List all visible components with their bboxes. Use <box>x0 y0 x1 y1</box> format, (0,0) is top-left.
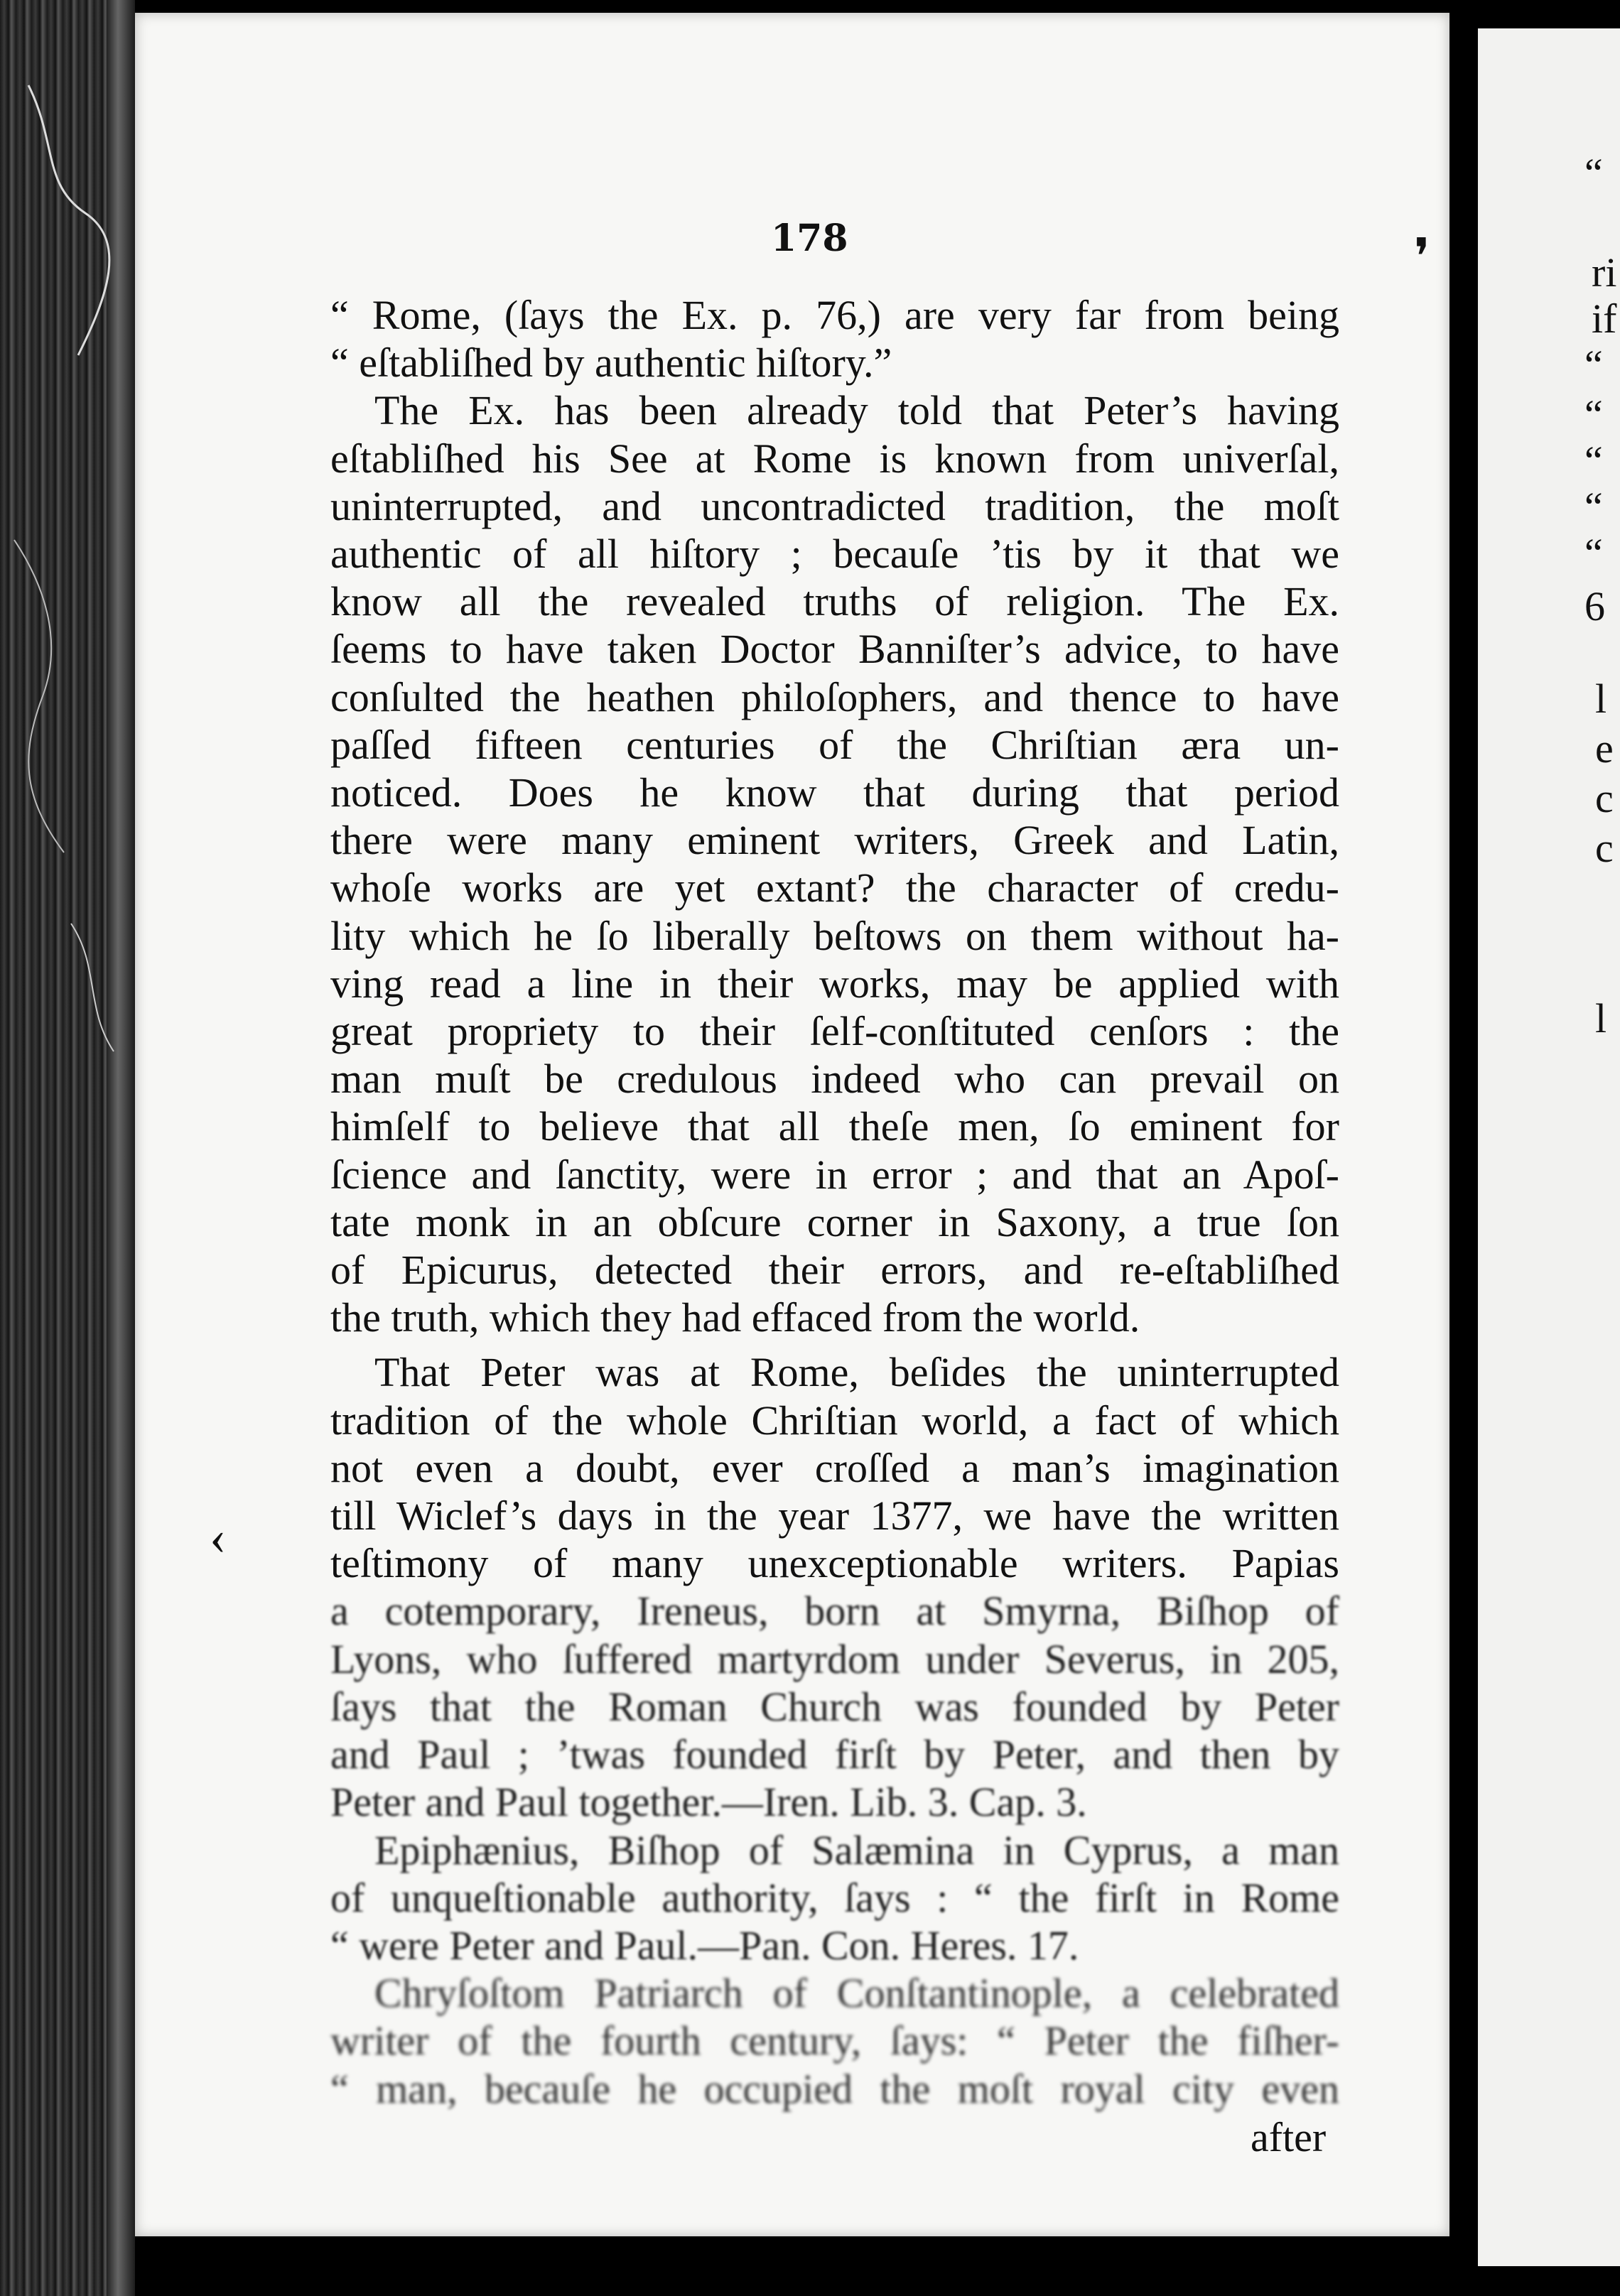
text-line: “ eſtabliſhed by authentic hiſtory.” <box>330 340 892 386</box>
catchword: after <box>1251 2114 1327 2160</box>
next-page-fragment: c <box>1595 775 1614 821</box>
text-line: know all the revealed truths of religion. The Ex. <box>330 578 1339 625</box>
text-line: a cotemporary, Ireneus, born at Smyrna, Biſhop of <box>330 1588 1339 1635</box>
page-body-text <box>330 291 1339 2113</box>
text-line: That Peter was at Rome, beſides the uninterrupted <box>374 1349 1339 1396</box>
text-line: tate monk in an obſcure corner in Saxony, a true ſon <box>330 1198 1339 1245</box>
text-line: there were many eminent writers, Greek and Latin, <box>330 817 1339 864</box>
text-line: great propriety to their ſelf-conſtituted cenſors : the <box>330 1008 1339 1055</box>
text-line: ſays that the Roman Church was founded by Peter <box>330 1683 1339 1730</box>
text-line: not even a doubt, ever croſſed a man’s imagination <box>330 1444 1339 1491</box>
page-gutter <box>1449 0 1478 2296</box>
text-line: uninterrupted, and uncontradicted tradition, the moſt <box>330 482 1339 529</box>
next-page-fragment: if <box>1592 296 1617 342</box>
next-page-fragment: l <box>1595 676 1607 722</box>
spine-edge <box>107 0 135 2296</box>
next-page-fragment: “ <box>1584 438 1603 484</box>
text-line: Lyons, who ſuffered martyrdom under Severus, in 205, <box>330 1635 1339 1682</box>
next-page-fragment: l <box>1595 995 1607 1041</box>
text-line: ſcience and ſanctity, were in error ; and that an Apoſ- <box>330 1151 1339 1198</box>
next-page-fragment: “ <box>1584 484 1603 530</box>
next-page-fragment: c <box>1595 825 1614 871</box>
text-line: Epiphænius, Biſhop of Salæmina in Cyprus, a man <box>374 1826 1339 1873</box>
text-line: paſſed fifteen centuries of the Chriſtian æra un- <box>330 721 1339 768</box>
text-line: “ Rome, (ſays the Ex. p. 76,) are very far from being <box>330 292 1339 338</box>
text-line: the truth, which they had effaced from the world. <box>330 1294 1140 1341</box>
text-line: eſtabliſhed his See at Rome is known from univerſal, <box>330 435 1339 482</box>
text-line: ving read a line in their works, may be applied with <box>330 960 1339 1007</box>
text-line: lity which he ſo liberally beſtows on them without ha- <box>330 912 1339 959</box>
next-page-fragment: e <box>1595 725 1614 771</box>
next-page-fragment: 6 <box>1584 583 1605 629</box>
text-line: Chryſoſtom Patriarch of Conſtantinople, a celebrated <box>374 1970 1339 2017</box>
text-line: ſeems to have taken Doctor Banniſter’s advice, to have <box>330 626 1339 673</box>
page-number: 178 <box>771 217 848 260</box>
text-line: and Paul ; ’twas founded firſt by Peter, and then by <box>330 1731 1339 1778</box>
text-line: Peter and Paul together.—Iren. Lib. 3. Cap. 3. <box>330 1779 1087 1826</box>
next-page-fragment: “ <box>1584 391 1603 438</box>
text-line: whoſe works are yet extant? the character of credu- <box>330 865 1339 911</box>
next-page-fragment: “ <box>1584 530 1603 576</box>
text-line: tradition of the whole Chriſtian world, a fact of which <box>330 1397 1339 1444</box>
text-line: The Ex. has been already told that Peter’s having <box>374 387 1339 434</box>
text-line: writer of the fourth century, ſays: “ Peter the fiſher- <box>330 2018 1339 2064</box>
text-line: himſelf to believe that all theſe men, ſo eminent for <box>330 1103 1339 1150</box>
text-line: teſtimony of many unexceptionable writers. Papias <box>330 1540 1339 1587</box>
next-page-fragment: “ <box>1584 342 1603 388</box>
next-page-sliver <box>1478 28 1620 2266</box>
next-page-fragment: “ <box>1584 150 1603 196</box>
text-line: man muſt be credulous indeed who can prevail on <box>330 1056 1339 1103</box>
text-line: of Epicurus, detected their errors, and re-eſtabliſhed <box>330 1247 1339 1294</box>
text-line: “ were Peter and Paul.—Pan. Con. Heres. 17. <box>330 1922 1079 1969</box>
text-line: “ man, becauſe he occupied the moſt royal city even <box>330 2065 1339 2112</box>
right-margin-mark: ❜ <box>1414 230 1430 285</box>
text-line: noticed. Does he know that during that period <box>330 769 1339 816</box>
left-margin-mark: ‹ <box>210 1510 227 1565</box>
text-line: of unqueſtionable authority, ſays : “ the firſt in Rome <box>330 1874 1339 1921</box>
next-page-fragment: ri <box>1592 249 1617 296</box>
text-line: conſulted the heathen philoſophers, and thence to have <box>330 673 1339 720</box>
text-line: authentic of all hiſtory ; becauſe ’tis by it that we <box>330 531 1339 578</box>
text-line: till Wiclef’s days in the year 1377, we have the written <box>330 1493 1339 1539</box>
